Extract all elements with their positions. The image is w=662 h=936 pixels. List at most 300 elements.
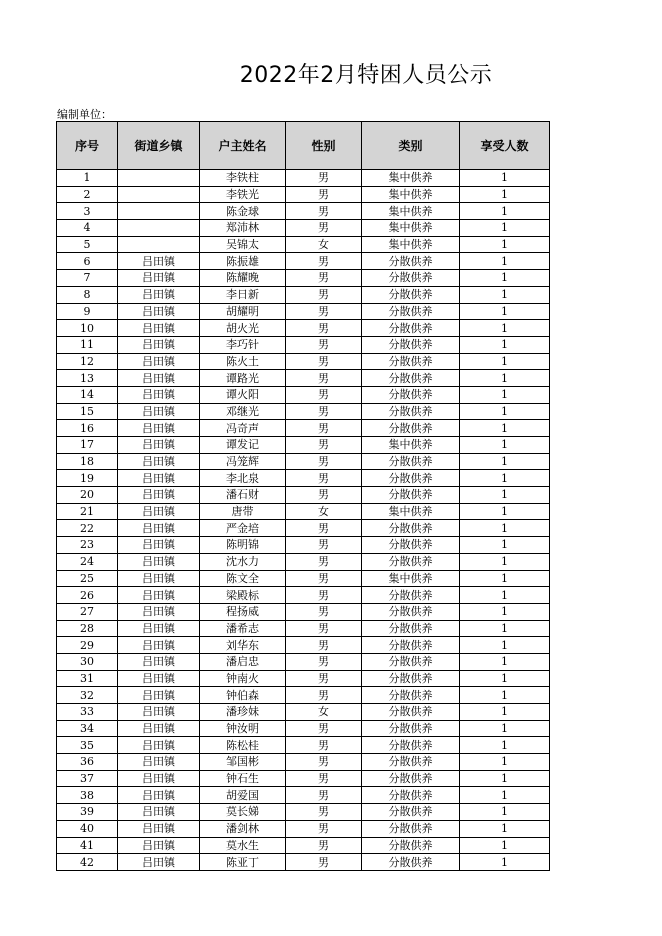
table-row <box>57 603 550 620</box>
cell-town: 吕田镇 <box>118 470 200 487</box>
cell-category: 分散供养 <box>362 320 460 337</box>
cell-town: 吕田镇 <box>118 353 200 370</box>
table-row <box>57 854 550 871</box>
cell-count: 1 <box>460 720 550 737</box>
cell-count: 1 <box>460 270 550 287</box>
roster-table <box>56 121 550 871</box>
cell-index: 4 <box>57 220 118 237</box>
table-row <box>57 270 550 287</box>
cell-count: 1 <box>460 170 550 187</box>
cell-count: 1 <box>460 503 550 520</box>
cell-name: 钟汝明 <box>200 720 286 737</box>
cell-name: 邹国彬 <box>200 754 286 771</box>
cell-gender: 男 <box>286 620 362 637</box>
table-row <box>57 453 550 470</box>
cell-category: 分散供养 <box>362 820 460 837</box>
cell-index: 7 <box>57 270 118 287</box>
cell-name: 陈耀晚 <box>200 270 286 287</box>
table-row <box>57 336 550 353</box>
cell-town: 吕田镇 <box>118 620 200 637</box>
cell-town: 吕田镇 <box>118 403 200 420</box>
cell-gender: 男 <box>286 670 362 687</box>
table-row <box>57 303 550 320</box>
cell-index: 5 <box>57 236 118 253</box>
cell-name: 刘华东 <box>200 637 286 654</box>
cell-gender: 男 <box>286 553 362 570</box>
cell-town: 吕田镇 <box>118 303 200 320</box>
cell-gender: 男 <box>286 520 362 537</box>
cell-name: 严金培 <box>200 520 286 537</box>
cell-count: 1 <box>460 637 550 654</box>
cell-index: 35 <box>57 737 118 754</box>
table-row <box>57 553 550 570</box>
cell-index: 8 <box>57 286 118 303</box>
cell-count: 1 <box>460 420 550 437</box>
cell-town: 吕田镇 <box>118 320 200 337</box>
cell-index: 6 <box>57 253 118 270</box>
cell-category: 分散供养 <box>362 637 460 654</box>
table-row <box>57 570 550 587</box>
cell-name: 胡火光 <box>200 320 286 337</box>
cell-name: 潘石财 <box>200 487 286 504</box>
cell-count: 1 <box>460 653 550 670</box>
cell-category: 集中供养 <box>362 186 460 203</box>
cell-gender: 男 <box>286 320 362 337</box>
cell-gender: 男 <box>286 653 362 670</box>
table-row <box>57 720 550 737</box>
cell-town: 吕田镇 <box>118 286 200 303</box>
cell-category: 分散供养 <box>362 754 460 771</box>
cell-name: 陈明锦 <box>200 537 286 554</box>
cell-town: 吕田镇 <box>118 653 200 670</box>
cell-name: 陈金球 <box>200 203 286 220</box>
cell-name: 程扬威 <box>200 603 286 620</box>
cell-gender: 男 <box>286 336 362 353</box>
table-row <box>57 353 550 370</box>
cell-count: 1 <box>460 837 550 854</box>
cell-category: 分散供养 <box>362 487 460 504</box>
cell-index: 37 <box>57 770 118 787</box>
cell-category: 分散供养 <box>362 854 460 871</box>
cell-gender: 男 <box>286 537 362 554</box>
table-row <box>57 403 550 420</box>
cell-count: 1 <box>460 687 550 704</box>
cell-town: 吕田镇 <box>118 487 200 504</box>
cell-index: 22 <box>57 520 118 537</box>
cell-count: 1 <box>460 353 550 370</box>
cell-index: 41 <box>57 837 118 854</box>
cell-name: 陈火土 <box>200 353 286 370</box>
cell-town: 吕田镇 <box>118 537 200 554</box>
cell-category: 集中供养 <box>362 203 460 220</box>
cell-town: 吕田镇 <box>118 570 200 587</box>
cell-gender: 男 <box>286 470 362 487</box>
cell-count: 1 <box>460 704 550 721</box>
table-row <box>57 386 550 403</box>
cell-count: 1 <box>460 303 550 320</box>
cell-name: 冯奇声 <box>200 420 286 437</box>
cell-index: 11 <box>57 336 118 353</box>
table-body <box>57 170 550 871</box>
cell-count: 1 <box>460 487 550 504</box>
cell-name: 李铁柱 <box>200 170 286 187</box>
cell-gender: 男 <box>286 170 362 187</box>
cell-town: 吕田镇 <box>118 503 200 520</box>
cell-index: 28 <box>57 620 118 637</box>
cell-town: 吕田镇 <box>118 370 200 387</box>
cell-index: 25 <box>57 570 118 587</box>
header-gender: 性别 <box>286 122 362 170</box>
cell-town: 吕田镇 <box>118 553 200 570</box>
table-row <box>57 704 550 721</box>
cell-index: 19 <box>57 470 118 487</box>
cell-gender: 男 <box>286 570 362 587</box>
cell-name: 胡爱国 <box>200 787 286 804</box>
cell-category: 分散供养 <box>362 470 460 487</box>
cell-category: 分散供养 <box>362 587 460 604</box>
cell-index: 10 <box>57 320 118 337</box>
cell-category: 分散供养 <box>362 737 460 754</box>
cell-name: 胡耀明 <box>200 303 286 320</box>
cell-index: 33 <box>57 704 118 721</box>
cell-index: 40 <box>57 820 118 837</box>
cell-count: 1 <box>460 854 550 871</box>
cell-index: 18 <box>57 453 118 470</box>
cell-gender: 男 <box>286 286 362 303</box>
cell-name: 冯笼辉 <box>200 453 286 470</box>
table-row <box>57 420 550 437</box>
cell-name: 沈水力 <box>200 553 286 570</box>
cell-name: 谭路光 <box>200 370 286 387</box>
table-row <box>57 670 550 687</box>
cell-category: 分散供养 <box>362 520 460 537</box>
cell-name: 陈文全 <box>200 570 286 587</box>
cell-category: 集中供养 <box>362 503 460 520</box>
cell-count: 1 <box>460 453 550 470</box>
cell-count: 1 <box>460 570 550 587</box>
cell-index: 15 <box>57 403 118 420</box>
cell-category: 分散供养 <box>362 670 460 687</box>
header-town: 街道乡镇 <box>118 122 200 170</box>
cell-name: 钟伯森 <box>200 687 286 704</box>
cell-gender: 男 <box>286 253 362 270</box>
cell-index: 16 <box>57 420 118 437</box>
table-row <box>57 787 550 804</box>
table-row <box>57 470 550 487</box>
cell-gender: 男 <box>286 737 362 754</box>
cell-name: 陈振雄 <box>200 253 286 270</box>
table-row <box>57 620 550 637</box>
cell-name: 郑沛林 <box>200 220 286 237</box>
cell-count: 1 <box>460 754 550 771</box>
cell-gender: 男 <box>286 820 362 837</box>
cell-index: 32 <box>57 687 118 704</box>
cell-index: 1 <box>57 170 118 187</box>
cell-count: 1 <box>460 437 550 454</box>
cell-name: 谭火阳 <box>200 386 286 403</box>
unit-label: 编制单位： <box>57 108 112 121</box>
cell-name: 邓继光 <box>200 403 286 420</box>
table-row <box>57 203 550 220</box>
cell-category: 分散供养 <box>362 787 460 804</box>
table-row <box>57 637 550 654</box>
cell-index: 3 <box>57 203 118 220</box>
cell-name: 潘启忠 <box>200 653 286 670</box>
cell-count: 1 <box>460 286 550 303</box>
cell-index: 23 <box>57 537 118 554</box>
cell-name: 李铁光 <box>200 186 286 203</box>
cell-town: 吕田镇 <box>118 336 200 353</box>
cell-count: 1 <box>460 670 550 687</box>
cell-category: 分散供养 <box>362 653 460 670</box>
cell-category: 分散供养 <box>362 704 460 721</box>
cell-index: 17 <box>57 437 118 454</box>
cell-count: 1 <box>460 804 550 821</box>
cell-town: 吕田镇 <box>118 453 200 470</box>
cell-category: 集中供养 <box>362 236 460 253</box>
cell-town: 吕田镇 <box>118 704 200 721</box>
cell-name: 吴锦太 <box>200 236 286 253</box>
cell-gender: 男 <box>286 353 362 370</box>
cell-town <box>118 170 200 187</box>
cell-count: 1 <box>460 203 550 220</box>
cell-gender: 男 <box>286 186 362 203</box>
cell-count: 1 <box>460 620 550 637</box>
cell-gender: 男 <box>286 637 362 654</box>
table-row <box>57 170 550 187</box>
cell-category: 集中供养 <box>362 170 460 187</box>
cell-count: 1 <box>460 320 550 337</box>
cell-category: 分散供养 <box>362 386 460 403</box>
cell-name: 潘剑林 <box>200 820 286 837</box>
cell-index: 14 <box>57 386 118 403</box>
cell-count: 1 <box>460 787 550 804</box>
cell-gender: 男 <box>286 837 362 854</box>
table-row <box>57 253 550 270</box>
cell-count: 1 <box>460 253 550 270</box>
cell-town: 吕田镇 <box>118 787 200 804</box>
cell-town: 吕田镇 <box>118 520 200 537</box>
cell-category: 分散供养 <box>362 770 460 787</box>
cell-gender: 男 <box>286 754 362 771</box>
table-row <box>57 754 550 771</box>
table-row <box>57 737 550 754</box>
cell-gender: 男 <box>286 770 362 787</box>
cell-gender: 男 <box>286 437 362 454</box>
cell-category: 分散供养 <box>362 687 460 704</box>
cell-category: 分散供养 <box>362 403 460 420</box>
table-row <box>57 320 550 337</box>
cell-gender: 男 <box>286 220 362 237</box>
table-row <box>57 804 550 821</box>
table-row <box>57 537 550 554</box>
cell-town: 吕田镇 <box>118 637 200 654</box>
cell-town: 吕田镇 <box>118 754 200 771</box>
cell-count: 1 <box>460 236 550 253</box>
table-row <box>57 186 550 203</box>
cell-town: 吕田镇 <box>118 587 200 604</box>
cell-count: 1 <box>460 587 550 604</box>
cell-town: 吕田镇 <box>118 437 200 454</box>
header-index: 序号 <box>57 122 118 170</box>
table-row <box>57 587 550 604</box>
table-row <box>57 236 550 253</box>
cell-category: 分散供养 <box>362 553 460 570</box>
table-row <box>57 837 550 854</box>
cell-category: 分散供养 <box>362 253 460 270</box>
cell-count: 1 <box>460 386 550 403</box>
cell-name: 李北泉 <box>200 470 286 487</box>
table-row <box>57 770 550 787</box>
cell-gender: 男 <box>286 487 362 504</box>
cell-category: 分散供养 <box>362 286 460 303</box>
cell-town <box>118 236 200 253</box>
cell-name: 陈亚丁 <box>200 854 286 871</box>
cell-gender: 男 <box>286 587 362 604</box>
cell-index: 39 <box>57 804 118 821</box>
cell-gender: 男 <box>286 270 362 287</box>
cell-town <box>118 220 200 237</box>
cell-index: 2 <box>57 186 118 203</box>
cell-index: 27 <box>57 603 118 620</box>
cell-name: 陈松桂 <box>200 737 286 754</box>
cell-gender: 男 <box>286 453 362 470</box>
cell-index: 30 <box>57 653 118 670</box>
cell-gender: 女 <box>286 704 362 721</box>
cell-category: 分散供养 <box>362 537 460 554</box>
cell-town: 吕田镇 <box>118 603 200 620</box>
cell-name: 钟南火 <box>200 670 286 687</box>
cell-index: 38 <box>57 787 118 804</box>
table-row <box>57 220 550 237</box>
cell-town: 吕田镇 <box>118 820 200 837</box>
cell-gender: 男 <box>286 687 362 704</box>
cell-name: 梁殿标 <box>200 587 286 604</box>
table-header-row <box>57 122 550 170</box>
cell-gender: 男 <box>286 603 362 620</box>
cell-gender: 男 <box>286 403 362 420</box>
cell-town: 吕田镇 <box>118 854 200 871</box>
cell-gender: 男 <box>286 203 362 220</box>
cell-gender: 男 <box>286 854 362 871</box>
cell-category: 分散供养 <box>362 620 460 637</box>
cell-count: 1 <box>460 603 550 620</box>
table-row <box>57 503 550 520</box>
cell-index: 12 <box>57 353 118 370</box>
cell-name: 莫长娣 <box>200 804 286 821</box>
cell-town: 吕田镇 <box>118 770 200 787</box>
cell-name: 莫水生 <box>200 837 286 854</box>
cell-index: 21 <box>57 503 118 520</box>
cell-index: 34 <box>57 720 118 737</box>
cell-town: 吕田镇 <box>118 270 200 287</box>
cell-name: 李日新 <box>200 286 286 303</box>
page-title: 2022年2月特困人员公示 <box>239 63 493 88</box>
cell-category: 分散供养 <box>362 420 460 437</box>
cell-category: 分散供养 <box>362 303 460 320</box>
cell-category: 分散供养 <box>362 720 460 737</box>
cell-gender: 男 <box>286 787 362 804</box>
cell-count: 1 <box>460 220 550 237</box>
cell-town: 吕田镇 <box>118 737 200 754</box>
cell-gender: 男 <box>286 370 362 387</box>
cell-gender: 男 <box>286 303 362 320</box>
cell-index: 9 <box>57 303 118 320</box>
cell-index: 31 <box>57 670 118 687</box>
table-row <box>57 487 550 504</box>
cell-category: 分散供养 <box>362 603 460 620</box>
table-row <box>57 653 550 670</box>
cell-town: 吕田镇 <box>118 386 200 403</box>
cell-town: 吕田镇 <box>118 804 200 821</box>
cell-count: 1 <box>460 520 550 537</box>
cell-category: 分散供养 <box>362 804 460 821</box>
cell-category: 集中供养 <box>362 220 460 237</box>
cell-index: 24 <box>57 553 118 570</box>
cell-category: 集中供养 <box>362 437 460 454</box>
cell-name: 潘珍妹 <box>200 704 286 721</box>
cell-name: 谭发记 <box>200 437 286 454</box>
cell-index: 29 <box>57 637 118 654</box>
cell-count: 1 <box>460 537 550 554</box>
cell-town <box>118 203 200 220</box>
cell-count: 1 <box>460 820 550 837</box>
table-row <box>57 286 550 303</box>
cell-count: 1 <box>460 737 550 754</box>
table-row <box>57 820 550 837</box>
cell-name: 李巧针 <box>200 336 286 353</box>
cell-town <box>118 186 200 203</box>
header-count: 享受人数 <box>460 122 550 170</box>
cell-count: 1 <box>460 553 550 570</box>
cell-town: 吕田镇 <box>118 670 200 687</box>
cell-gender: 男 <box>286 804 362 821</box>
table-row <box>57 437 550 454</box>
cell-gender: 男 <box>286 386 362 403</box>
cell-category: 集中供养 <box>362 570 460 587</box>
cell-town: 吕田镇 <box>118 253 200 270</box>
cell-count: 1 <box>460 186 550 203</box>
cell-count: 1 <box>460 403 550 420</box>
table-row <box>57 370 550 387</box>
cell-town: 吕田镇 <box>118 687 200 704</box>
cell-count: 1 <box>460 370 550 387</box>
table-row <box>57 687 550 704</box>
cell-name: 潘希志 <box>200 620 286 637</box>
cell-category: 分散供养 <box>362 370 460 387</box>
cell-gender: 女 <box>286 503 362 520</box>
cell-name: 钟石生 <box>200 770 286 787</box>
cell-gender: 男 <box>286 720 362 737</box>
cell-gender: 男 <box>286 420 362 437</box>
cell-index: 36 <box>57 754 118 771</box>
cell-category: 分散供养 <box>362 270 460 287</box>
cell-count: 1 <box>460 336 550 353</box>
cell-category: 分散供养 <box>362 453 460 470</box>
cell-category: 分散供养 <box>362 336 460 353</box>
cell-index: 42 <box>57 854 118 871</box>
header-name: 户主姓名 <box>200 122 286 170</box>
cell-index: 13 <box>57 370 118 387</box>
cell-gender: 女 <box>286 236 362 253</box>
cell-index: 26 <box>57 587 118 604</box>
cell-count: 1 <box>460 770 550 787</box>
cell-town: 吕田镇 <box>118 837 200 854</box>
cell-count: 1 <box>460 470 550 487</box>
cell-category: 分散供养 <box>362 353 460 370</box>
cell-town: 吕田镇 <box>118 720 200 737</box>
cell-index: 20 <box>57 487 118 504</box>
